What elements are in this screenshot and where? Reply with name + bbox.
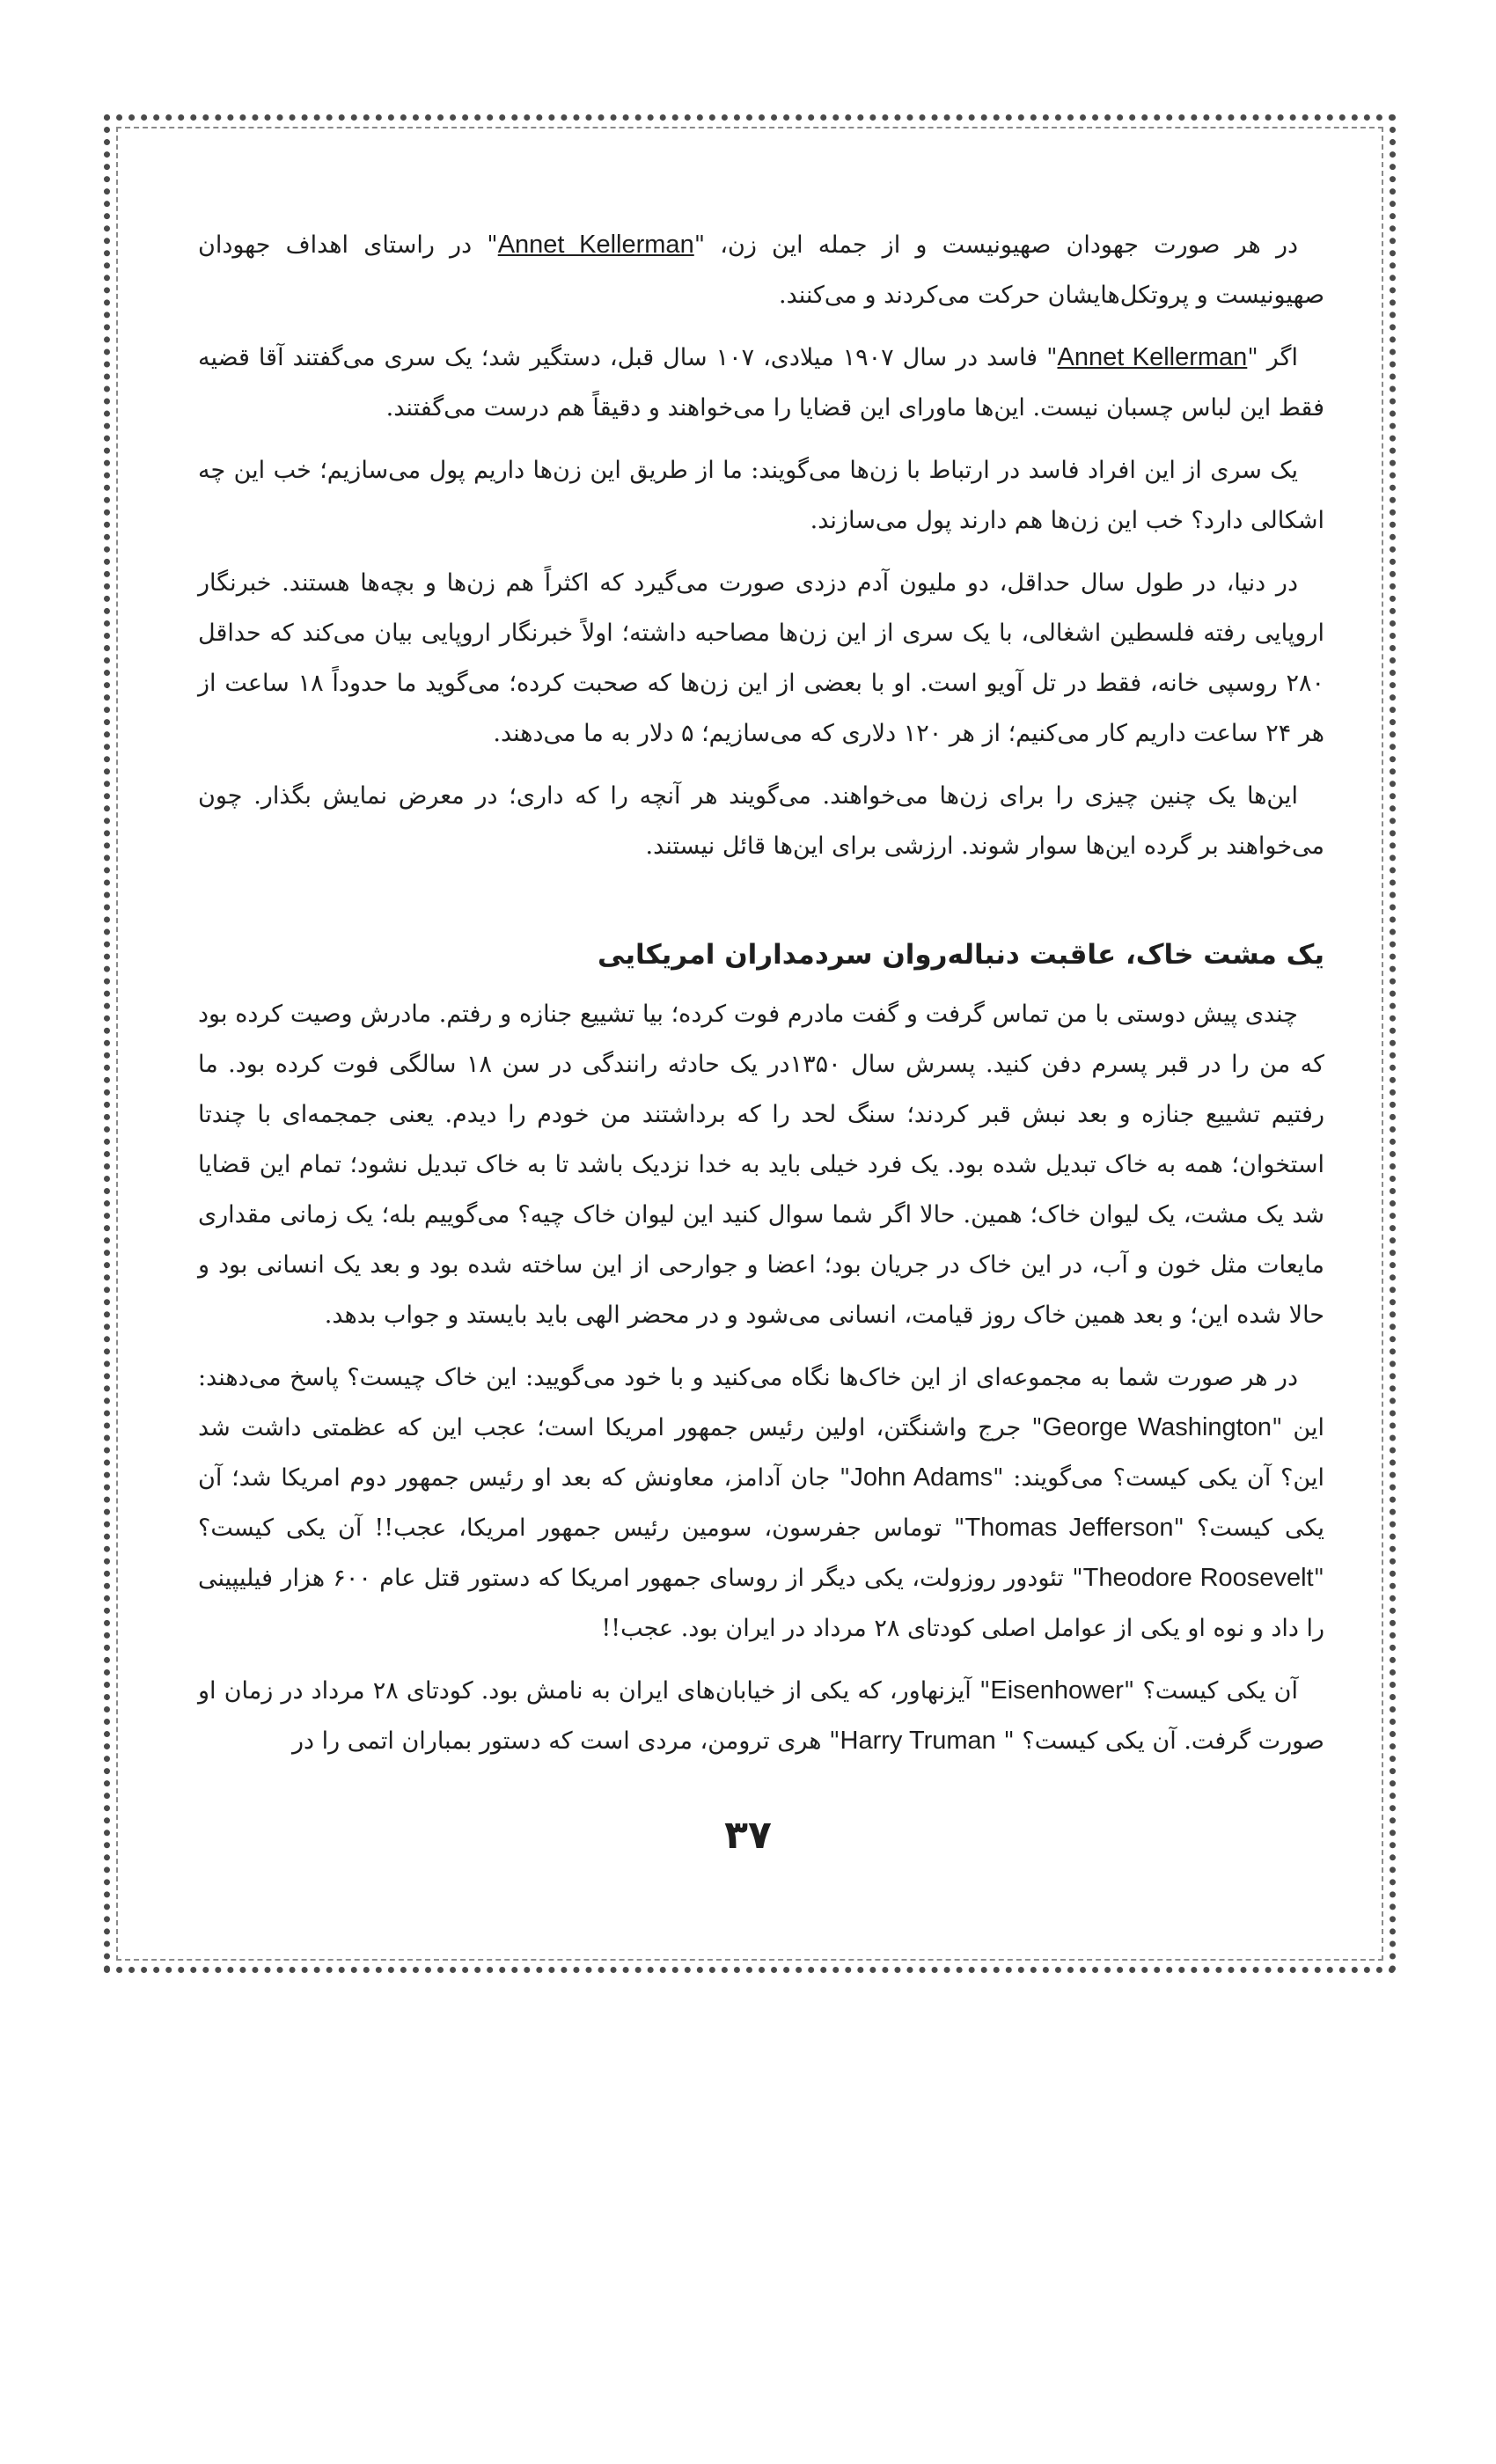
page-content [198,220,1324,1778]
latin-name: Annet Kellerman [497,231,694,259]
paragraph [198,1666,1324,1766]
text-run: " تئودور روزولت، یکی دیگر از روسای جمهور امریکا که دستور قتل عام ۶۰۰ هزار فیلیپینی را داد و نوه او یکی از عوامل اصلی کودتای ۲۸ مرداد در ایران بود. عجب!! [198,1565,1324,1642]
text-run: یک سری از این افراد فاسد در ارتباط با زن‌ها می‌گویند: ما از طریق این زن‌ها داریم پول می‌سازیم؛ خب این چه اشکالی دارد؟ خب این زن‌ها هم دارند پول می‌سازند. [198,457,1324,534]
latin-name: Theodore Roosevelt [1082,1564,1314,1592]
latin-name: Eisenhower [990,1676,1124,1705]
bottom-section [198,989,1324,1766]
paragraph [198,558,1324,759]
text-run: این‌ها یک چنین چیزی را برای زن‌ها می‌خواهند. می‌گویند هر آنچه را که داری؛ در معرض نمایش بگذار. چون می‌خواهند بر گرده این‌ها سوار شوند. ارزشی برای این‌ها قائل نیستند. [198,782,1324,860]
top-section [198,220,1324,871]
latin-name: George Washington [1042,1413,1272,1441]
text-run: " آیزنهاور، که یکی از خیابان‌های ایران به نامش بود. کودتای ۲۸ مرداد در زمان او صورت گرفت. آن یکی کیست؟ " [198,1677,1324,1755]
text-run: " جان آدامز، معاونش که بعد او رئیس جمهور دوم امریکا شد؛ آن یکی کیست؟ " [198,1464,1324,1542]
paragraph [198,333,1324,433]
page-number: ۳۷ [724,1813,772,1858]
paragraph [198,445,1324,546]
text-run: " توماس جفرسون، سومین رئیس جمهور امریکا، عجب!! آن یکی کیست؟ " [198,1514,1324,1592]
text-run: اگر " [1247,344,1298,371]
latin-name: Harry Truman [840,1727,996,1755]
text-run: در هر صورت جهودان صهیونیست و از جمله این زن، " [693,231,1299,259]
paragraph [198,1353,1324,1654]
paragraph [198,771,1324,871]
text-run: " هری ترومن، مردی است که دستور بمباران اتمی را در [291,1727,840,1755]
latin-name: John Adams [850,1463,994,1492]
text-run: " فاسد در سال ۱۹۰۷ میلادی، ۱۰۷ سال قبل، دستگیر شد؛ یک سری می‌گفتند آقا قضیه فقط این لباس چسبان نیست. این‌ها ماورای این قضایا را می‌خواهند و دقیقاً هم درست می‌گفتند. [198,344,1324,422]
text-run: " جرج واشنگتن، اولین رئیس جمهور امریکا است؛ عجب این که عظمتی داشت شد این؟ آن یکی کیست؟ می‌گویند: " [198,1414,1324,1492]
text-run: در هر صورت شما به مجموعه‌ای از این خاک‌ها نگاه می‌کنید و با خود می‌گویید: این خاک چیست؟ پاسخ می‌دهند: این " [198,1364,1325,1441]
latin-name: Annet Kellerman [1057,343,1248,371]
text-run: آن یکی کیست؟ " [1123,1677,1298,1705]
text-run: چندی پیش دوستی با من تماس گرفت و گفت مادرم فوت کرده؛ بیا تشییع جنازه و رفتم. مادرش وصیت کرده بود که من را در قبر پسرم دفن کنید. پسرش سال ۱۳۵۰در یک حادثه رانندگی در سن ۱۸ سالگی فوت کرده بود. ما رفتیم تشییع جنازه و بعد نبش قبر کردند؛ سنگ لحد را که برداشتند من خودم را دیدم. یعنی جمجمه‌ای با چندتا استخوان؛ همه به خاک تبدیل شده بود. یک فرد خیلی باید به خدا نزدیک باشد تا به خاک تبدیل نشود؛ تمام این قضایا شد یک مشت، یک لیوان خاک؛ همین. حالا اگر شما سوال کنید این لیوان خاک چیه؟ می‌گوییم بله؛ یک زمانی مقداری مایعات مثل خون و آب، در این خاک در جریان بود؛ اعضا و جوارحی از این ساخته شده بود و بعد یک انسانی بود و حالا شده این؛ و بعد همین خاک روز قیامت، انسانی می‌شود و در محضر الهی باید بایستد و جواب بدهد. [198,1001,1325,1329]
text-run: در دنیا، در طول سال حداقل، دو ملیون آدم دزدی صورت می‌گیرد که اکثراً هم زن‌ها و بچه‌ها هستند. خبرنگار اروپایی رفته فلسطین اشغالی، با یک سری از این زن‌ها مصاحبه داشته؛ اولاً خبرنگار اروپایی بیان می‌کند که حداقل ۲۸۰ روسپی خانه، فقط در تل آویو است. او با بعضی از این زن‌ها که صحبت کرده؛ می‌گوید ما حدوداً ۱۸ ساعت از هر ۲۴ ساعت داریم کار می‌کنیم؛ از هر ۱۲۰ دلاری که می‌سازیم؛ ۵ دلار به ما می‌دهند. [198,569,1324,747]
latin-name: Thomas Jefferson [964,1514,1174,1542]
paragraph [198,220,1324,320]
text-run: " در راستای اهداف جهودان صهیونیست و پروتکل‌هایشان حرکت می‌کردند و می‌کنند. [198,231,1324,309]
section-heading: یک مشت خاک، عاقبت دنباله‌روان سردمداران امریکایی [597,939,1324,971]
paragraph [198,989,1324,1340]
